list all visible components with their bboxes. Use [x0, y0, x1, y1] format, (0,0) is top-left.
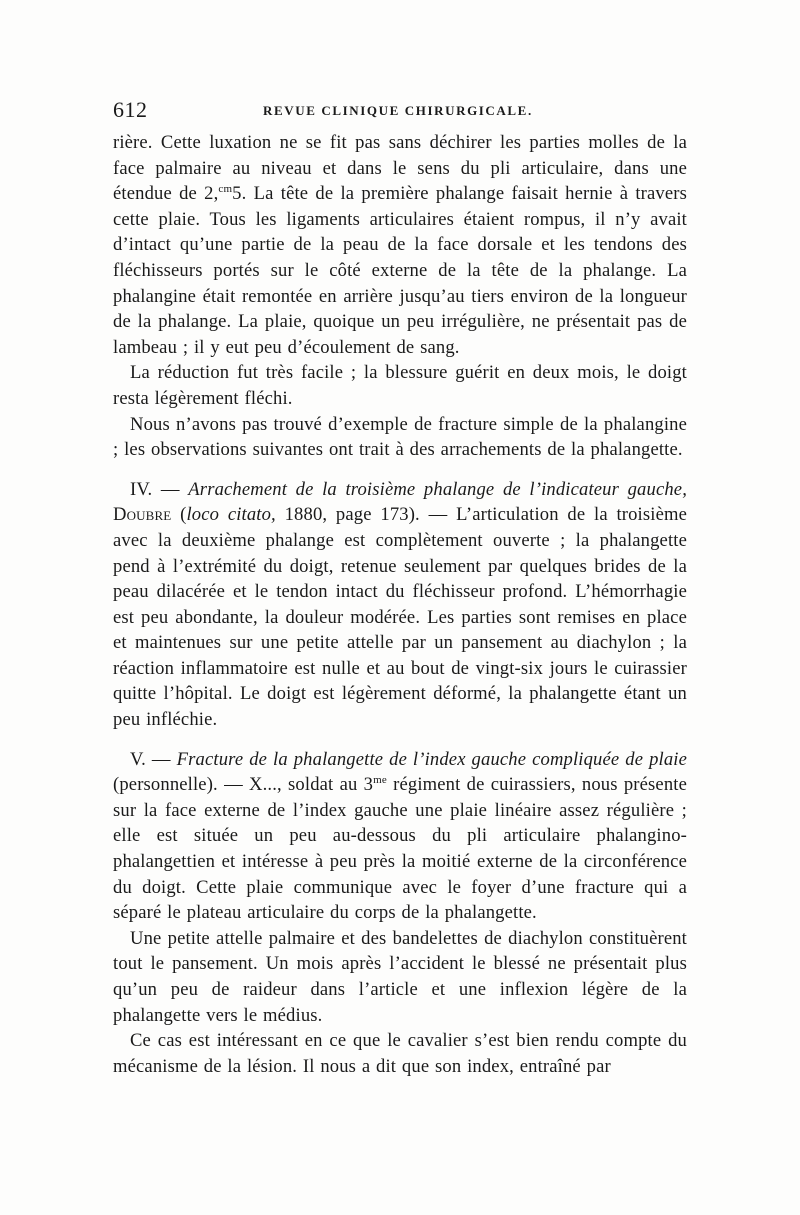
observation-iv-ref-open: ( [171, 504, 187, 526]
paragraph-phalangine: Nous n’avons pas trouvé d’exemple de fracture simple de la phalangine ; les observations suivantes ont trait à des arrachements de la phalangette. [113, 413, 687, 461]
observation-v [113, 747, 687, 926]
observation-iv [113, 477, 687, 733]
page-body [113, 130, 687, 1079]
paragraph-pansement: Une petite attelle palmaire et des bandelettes de diachylon constituèrent tout le pansement. Un mois après l’accident le blessé ne présentait plus qu’un peu de raideur dans l’article et une inflexion légère de la phalangette vers le médius. [113, 927, 687, 1026]
observation-v-text-b: régiment de cuirassiers, nous présente sur la face externe de l’index gauche une plaie linéaire assez régulière ; elle est située un peu au-dessous du pli articulaire phalangino-phalangettien et intéresse à peu près la moitié externe de la circonférence du doigt. Cette plaie communique avec le foyer d’une fracture qui a séparé le plateau articulaire du corps de la phalangette. [113, 774, 687, 924]
unit-superscript: cm [218, 183, 233, 196]
observation-iv-title: Arrachement de la troisième phalange de l’indicateur gauche, [188, 478, 687, 500]
paragraph-luxation-text-a: rière. Cette luxation ne se fit pas sans déchirer les parties molles de la face palmaire au niveau et dans le sens du pli articulaire, dans une étendue de 2, [113, 132, 687, 205]
observation-v-number: V. — [130, 748, 177, 770]
observation-v-title: Fracture de la phalangette de l’index gauche compliquée de plaie [176, 748, 687, 770]
page-number: 612 [113, 97, 148, 122]
observation-iv-text: 1880, page 173). — L’articulation de la troisième avec la deuxième phalange est complètement ouverte ; la phalangette pend à l’extrémité du doigt, retenue seulement par quelques brides de la peau dilacérée et le tendon intact du fléchisseur profond. L’hémorrhagie est peu abondante, la douleur modérée. Les parties sont remises en place et maintenues sur une petite attelle par un pansement au diachylon ; la réaction inflammatoire est nulle et au bout de vingt-six jours le cuirassier quitte l’hôpital. Le doigt est légèrement déformé, la phalangette étant un peu infléchie. [113, 504, 687, 731]
paragraph-luxation [113, 130, 687, 360]
observation-iv-number: IV. — [130, 478, 189, 500]
paragraph-reduction: La réduction fut très facile ; la blessure guérit en deux mois, le doigt resta légèrement fléchi. [113, 362, 687, 409]
observation-iv-author: Doubre [113, 504, 172, 526]
paragraph-cavalier: Ce cas est intéressant en ce que le cavalier s’est bien rendu compte du mécanisme de la lésion. Il nous a dit que son index, entraîné par [113, 1030, 687, 1077]
paragraph-luxation-text-b: 5. La tête de la première phalange faisait hernie à travers cette plaie. Tous les ligaments articulaires étaient rompus, il n’y avait d’intact qu’une partie de la peau de la face dorsale et les tendons des fléchisseurs portés sur le côté externe de la tête de la phalange. La phalangine était remontée en arrière jusqu’au tiers environ de la longueur de la phalange. La plaie, quoique un peu irrégulière, ne présentait pas de lambeau ; il y eut peu d’écoulement de sang. [113, 183, 687, 358]
ordinal-superscript: me [373, 774, 387, 787]
page-header [113, 97, 687, 127]
observation-v-text-a: (personnelle). — X..., soldat au 3 [113, 774, 374, 796]
observation-iv-ref: loco citato, [186, 504, 276, 526]
running-title: REVUE CLINIQUE CHIRURGICALE. [263, 103, 533, 118]
